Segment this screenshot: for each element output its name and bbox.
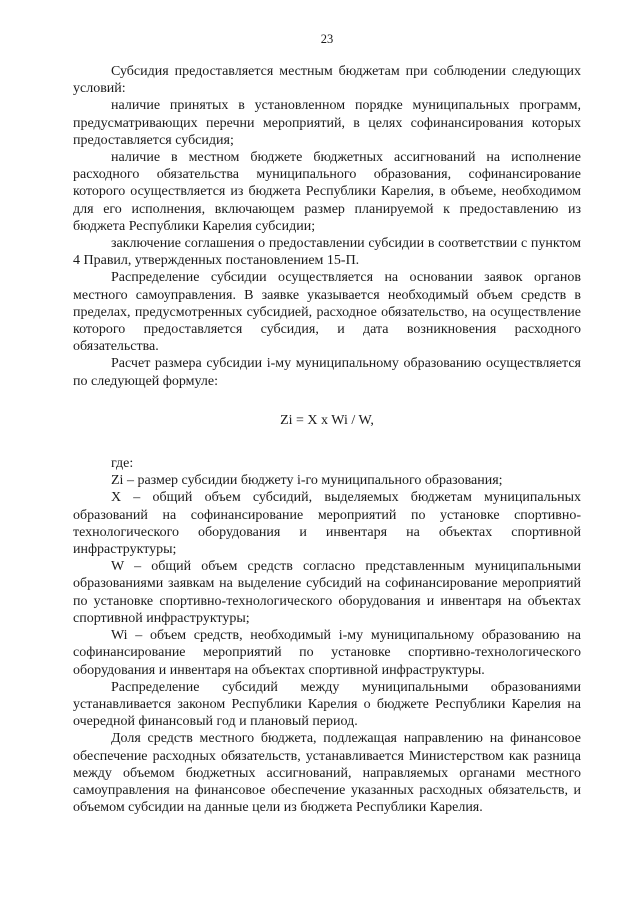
definition-x: X – общий объем субсидий, выделяемых бюджетам муниципальных образований на софинансирование мероприятий по установке спортивно-технологического оборудования и инвентаря на объектах спортивной инфраструктуры; — [73, 490, 581, 558]
paragraph-condition-budget: наличие в местном бюджете бюджетных ассигнований на исполнение расходного обязательства муниципального образования, софинансирование которого осуществляется из бюджета Республики Карелия, в объеме, необходимом для его исполнения, включающем размер планируемой к предоставлению из бюджета Республики Карелия субсидии; — [73, 150, 581, 234]
document-body — [73, 63, 581, 816]
paragraph-local-budget-share: Доля средств местного бюджета, подлежащая направлению на финансовое обеспечение расходных обязательств, устанавливается Министерством как разница между объемом бюджетных ассигнований, направляемых органами местного самоуправления на финансовое обеспечение указанных расходных обязательств, и объемом субсидии на данные цели из бюджета Республики Карелия. — [73, 731, 581, 816]
paragraph-condition-programs: наличие принятых в установленном порядке муниципальных программ, предусматривающих перечни мероприятий, в целях софинансирования которых предоставляется субсидия; — [73, 98, 581, 148]
page-number: 23 — [320, 32, 334, 46]
definition-w: W – общий объем средств согласно представленным муниципальными образованиями заявкам на выделение субсидий на софинансирование мероприятий по установке спортивно-технологического оборудования и инвентаря на объектах спортивной инфраструктуры; — [73, 559, 581, 626]
paragraph-calculation-intro: Расчет размера субсидии i-му муниципальному образованию осуществляется по следующей формуле: — [73, 356, 581, 389]
paragraph-where: где: — [111, 456, 134, 472]
paragraph-distribution-law: Распределение субсидий между муниципальными образованиями устанавливается законом Республики Карелия о бюджете Республики Карелия на очередной финансовый год и плановый период. — [73, 679, 581, 730]
formula: Zi = X x Wi / W, — [280, 412, 374, 428]
paragraph-distribution-applications: Распределение субсидии осуществляется на основании заявок органов местного самоуправления. В заявке указывается необходимый объем средств в пределах, предусмотренных субсидией, расходное обязательство, на осуществление которого предоставляется субсидия, и дата возникновения расходного обязательства. — [73, 270, 581, 355]
paragraph-subsidy-conditions: Субсидия предоставляется местным бюджетам при соблюдении следующих условий: — [73, 64, 581, 97]
definition-wi: Wi – объем средств, необходимый i-му муниципальному образованию на софинансирование мероприятий по установке спортивно-технологического оборудования и инвентаря на объектах спортивной инфраструктуры. — [73, 628, 581, 678]
definition-zi: Zi – размер субсидии бюджету i-го муниципального образования; — [111, 473, 503, 489]
paragraph-condition-agreement: заключение соглашения о предоставлении субсидии в соответствии с пунктом 4 Правил, утвержденных постановлением 15-П. — [73, 236, 581, 269]
